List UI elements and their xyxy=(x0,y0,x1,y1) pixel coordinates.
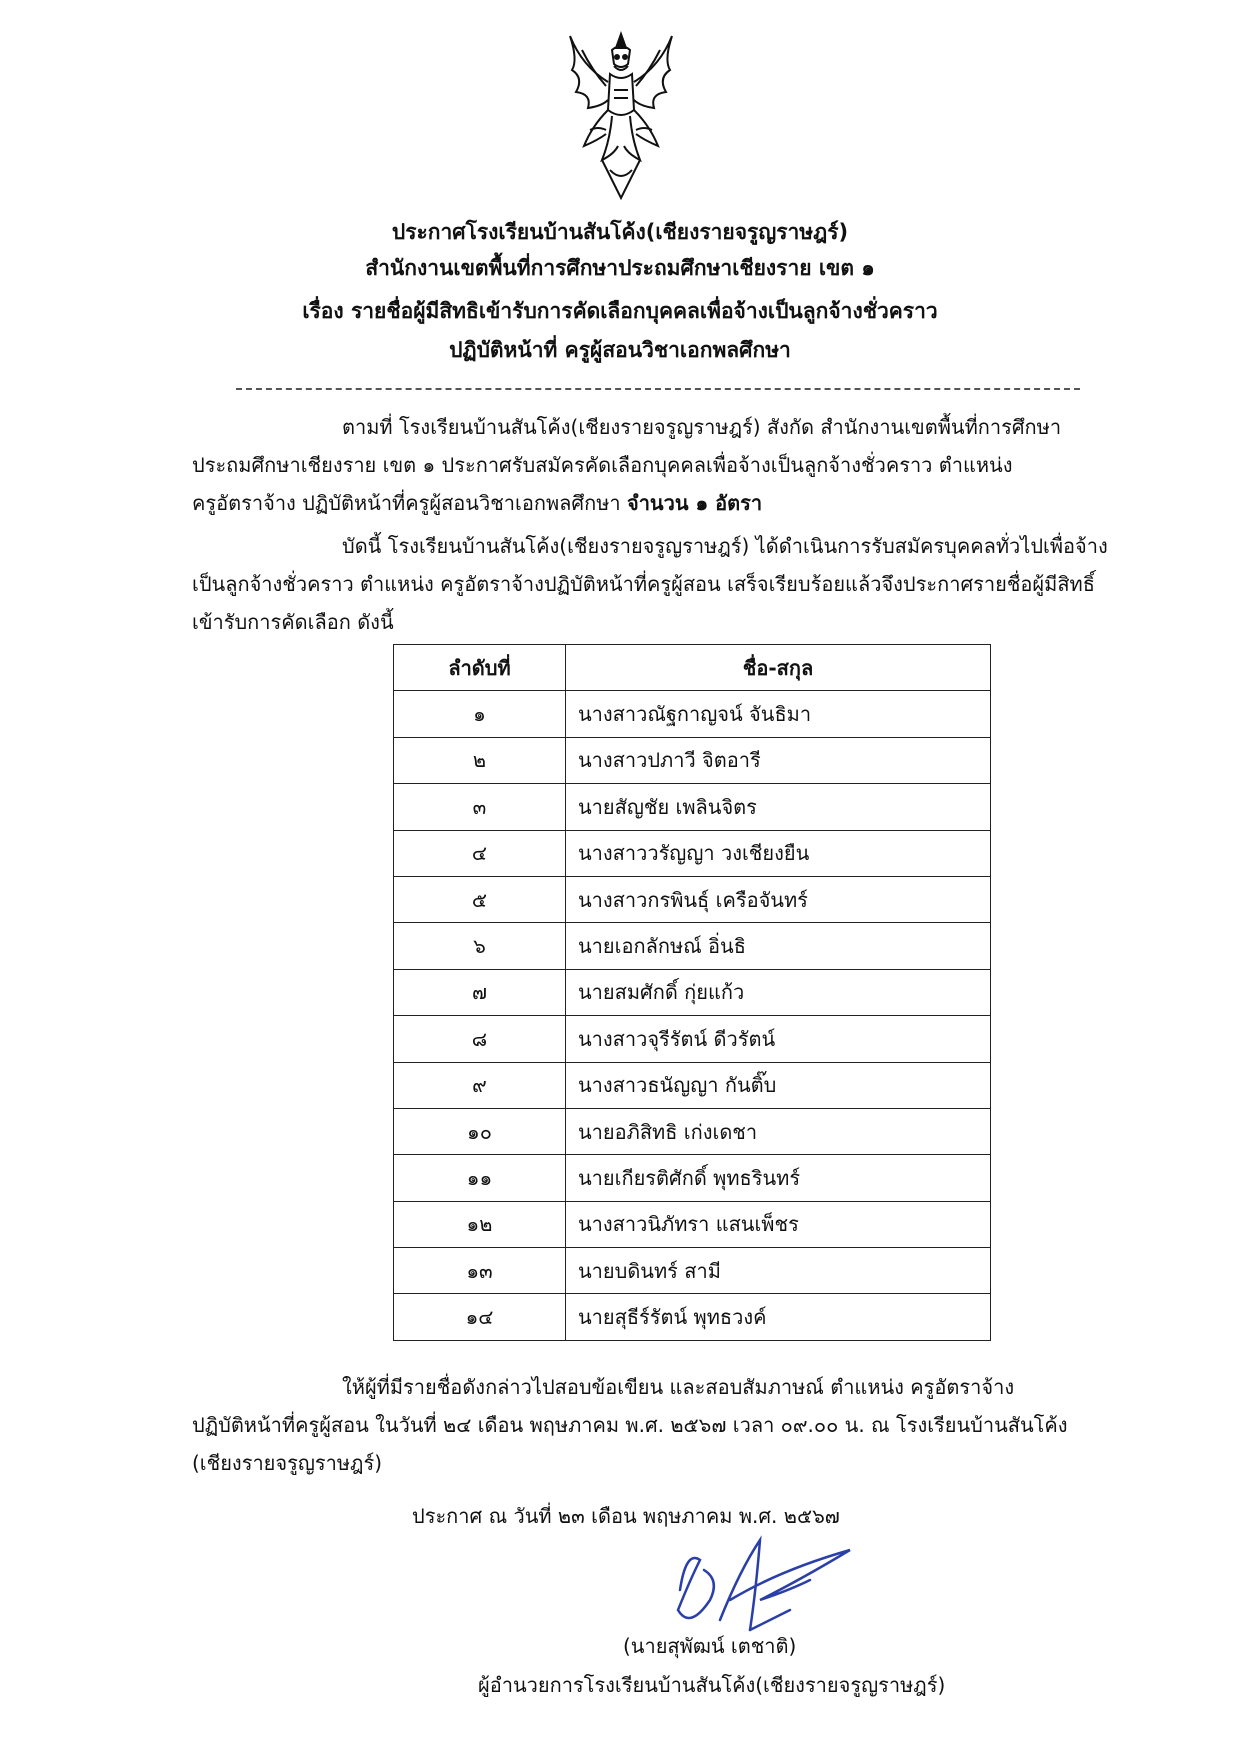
table-row xyxy=(394,784,991,830)
row-order-number: ๓ xyxy=(394,784,566,830)
row-order-number: ๖ xyxy=(394,923,566,969)
signatory-title: ผู้อำนวยการโรงเรียนบ้านสันโค้ง(เชียงรายจรูญราษฎร์) xyxy=(478,1673,946,1697)
row-order-number: ๑๔ xyxy=(394,1294,566,1340)
heading-line-2: สำนักงานเขตพื้นที่การศึกษาประถมศึกษาเชียงราย เขต ๑ xyxy=(365,256,875,280)
signatory-name: (นายสุพัฒน์ เตชาติ) xyxy=(623,1634,797,1658)
row-candidate-name: นางสาวกรพินธุ์ เครือจันทร์ xyxy=(566,876,991,922)
heading-line-3: เรื่อง รายชื่อผู้มีสิทธิเข้ารับการคัดเลือกบุคคลเพื่อจ้างเป็นลูกจ้างชั่วคราว xyxy=(302,299,938,323)
row-order-number: ๑๐ xyxy=(394,1108,566,1154)
row-candidate-name: นางสาวณัฐกาญจน์ จันธิมา xyxy=(566,691,991,737)
heading-line-4: ปฏิบัติหน้าที่ ครูผู้สอนวิชาเอกพลศึกษา xyxy=(449,338,791,362)
row-candidate-name: นายเกียรติศักดิ์ พุทธรินทร์ xyxy=(566,1155,991,1201)
table-row xyxy=(394,876,991,922)
paragraph-exam-line-1: ให้ผู้ที่มีรายชื่อดังกล่าวไปสอบข้อเขียน และสอบสัมภาษณ์ ตำแหน่ง ครูอัตราจ้าง xyxy=(342,1375,1015,1399)
column-header-name: ชื่อ-สกุล xyxy=(566,645,991,691)
table-row xyxy=(394,923,991,969)
row-candidate-name: นายสุธีร์รัตน์ พุทธวงค์ xyxy=(566,1294,991,1340)
heading-line-1: ประกาศโรงเรียนบ้านสันโค้ง(เชียงรายจรูญราษฎร์) xyxy=(391,220,849,244)
paragraph-intro-line-3 xyxy=(192,484,1122,522)
row-candidate-name: นางสาวปภาวี จิตอารี xyxy=(566,737,991,783)
announcement-date: ประกาศ ณ วันที่ ๒๓ เดือน พฤษภาคม พ.ศ. ๒๕๖๗ xyxy=(412,1504,840,1528)
paragraph-result-line-3: เข้ารับการคัดเลือก ดังนี้ xyxy=(192,610,394,634)
row-order-number: ๕ xyxy=(394,876,566,922)
paragraph-exam xyxy=(192,1368,1122,1482)
signature-icon xyxy=(660,1530,860,1640)
paragraph-exam-line-2: ปฏิบัติหน้าที่ครูผู้สอน ในวันที่ ๒๔ เดือน พฤษภาคม พ.ศ. ๒๕๖๗ เวลา ๐๙.๐๐ น. ณ โรงเรียนบ้านสันโค้ง xyxy=(192,1413,1068,1437)
table-row xyxy=(394,1248,991,1294)
row-order-number: ๙ xyxy=(394,1062,566,1108)
row-order-number: ๑๒ xyxy=(394,1201,566,1247)
row-order-number: ๒ xyxy=(394,737,566,783)
paragraph-result xyxy=(192,527,1122,641)
column-header-order: ลำดับที่ xyxy=(394,645,566,691)
table-body xyxy=(394,691,991,1340)
paragraph-exam-line-3: (เชียงรายจรูญราษฎร์) xyxy=(192,1451,383,1475)
row-candidate-name: นายอภิสิทธิ เก่งเดชา xyxy=(566,1108,991,1154)
row-order-number: ๑๑ xyxy=(394,1155,566,1201)
row-order-number: ๗ xyxy=(394,969,566,1015)
paragraph-intro-line-1: ตามที่ โรงเรียนบ้านสันโค้ง(เชียงรายจรูญราษฎร์) สังกัด สำนักงานเขตพื้นที่การศึกษา xyxy=(342,415,1062,439)
table-row xyxy=(394,969,991,1015)
paragraph-intro xyxy=(192,408,1122,522)
paragraph-intro-line-3-text: ครูอัตราจ้าง ปฏิบัติหน้าที่ครูผู้สอนวิชาเอกพลศึกษา xyxy=(192,491,627,515)
row-order-number: ๑๓ xyxy=(394,1248,566,1294)
dashed-divider xyxy=(236,388,1080,390)
row-candidate-name: นางสาวนิภัทรา แสนเพ็ชร xyxy=(566,1201,991,1247)
table-row xyxy=(394,1062,991,1108)
table-row xyxy=(394,691,991,737)
row-candidate-name: นายเอกลักษณ์ อิ่นธิ xyxy=(566,923,991,969)
table-row xyxy=(394,1201,991,1247)
table-row xyxy=(394,830,991,876)
paragraph-result-line-2: เป็นลูกจ้างชั่วคราว ตำแหน่ง ครูอัตราจ้างปฏิบัติหน้าที่ครูผู้สอน เสร็จเรียบร้อยแล้วจึงประกาศรายชื่อผู้มีสิทธิ์ xyxy=(192,572,1095,596)
row-candidate-name: นางสาวธนัญญา กันติ๊บ xyxy=(566,1062,991,1108)
garuda-emblem-icon xyxy=(562,30,680,200)
table-row xyxy=(394,1155,991,1201)
row-candidate-name: นางสาวจุรีรัตน์ ดีวรัตน์ xyxy=(566,1016,991,1062)
paragraph-intro-line-2: ประถมศึกษาเชียงราย เขต ๑ ประกาศรับสมัครคัดเลือกบุคคลเพื่อจ้างเป็นลูกจ้างชั่วคราว ตำแหน่ง xyxy=(192,453,1013,477)
row-candidate-name: นางสาววรัญญา วงเชียงยืน xyxy=(566,830,991,876)
table-row xyxy=(394,1294,991,1340)
position-count: จำนวน ๑ อัตรา xyxy=(626,491,763,515)
row-order-number: ๑ xyxy=(394,691,566,737)
candidate-table xyxy=(393,644,991,1341)
row-candidate-name: นายสัญชัย เพลินจิตร xyxy=(566,784,991,830)
row-candidate-name: นายสมศักดิ์ กุ่ยแก้ว xyxy=(566,969,991,1015)
table-row xyxy=(394,1108,991,1154)
table-row xyxy=(394,1016,991,1062)
table-row xyxy=(394,737,991,783)
row-order-number: ๘ xyxy=(394,1016,566,1062)
row-order-number: ๔ xyxy=(394,830,566,876)
paragraph-result-line-1: บัดนี้ โรงเรียนบ้านสันโค้ง(เชียงรายจรูญราษฎร์) ได้ดำเนินการรับสมัครบุคคลทั่วไปเพื่อจ้าง xyxy=(342,534,1108,558)
table-header-row xyxy=(394,645,991,691)
row-candidate-name: นายบดินทร์ สามี xyxy=(566,1248,991,1294)
